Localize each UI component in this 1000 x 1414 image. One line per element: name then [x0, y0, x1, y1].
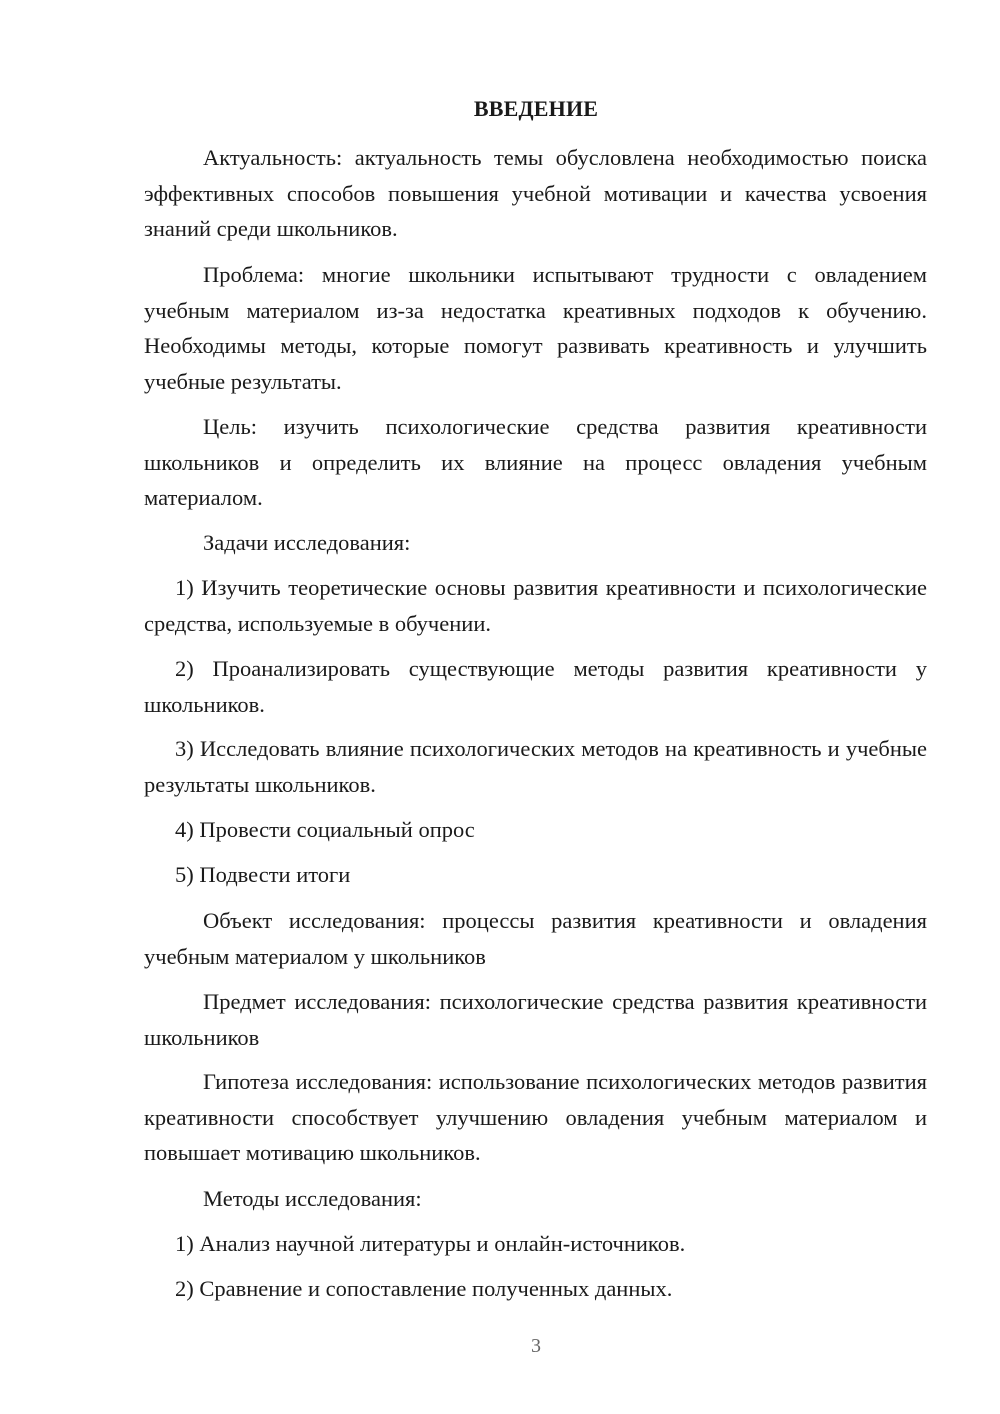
relevance-paragraph: Актуальность: актуальность темы обусловлена необходимостью поиска эффективных способов повышения учебной мотивации и качества усвоения знаний среди школьников.: [144, 145, 927, 241]
task-item-2: 2) Проанализировать существующие методы развития креативности у школьников.: [144, 656, 927, 717]
object-paragraph: Объект исследования: процессы развития креативности и овладения учебным материалом у школьников: [144, 908, 927, 969]
tasks-heading: Задачи исследования:: [203, 530, 411, 555]
subject-paragraph: Предмет исследования: психологические средства развития креативности школьников: [144, 989, 927, 1050]
task-item-4: 4) Провести социальный опрос: [175, 817, 475, 842]
page-title: ВВЕДЕНИЕ: [473, 96, 599, 121]
task-item-5: 5) Подвести итоги: [175, 862, 351, 887]
goal-paragraph: Цель: изучить психологические средства развития креативности школьников и определить их влияние на процесс овладения учебным материалом.: [144, 414, 927, 510]
task-item-1: 1) Изучить теоретические основы развития креативности и психологические средства, используемые в обучении.: [144, 575, 927, 636]
method-item-1: 1) Анализ научной литературы и онлайн-источников.: [175, 1231, 686, 1256]
task-item-3: 3) Исследовать влияние психологических методов на креативность и учебные результаты школьников.: [144, 736, 927, 797]
problem-paragraph: Проблема: многие школьники испытывают трудности с овладением учебным материалом из-за недостатка креативных подходов к обучению. Необходимы методы, которые помогут развивать креативность и улучшить учебные результаты.: [144, 262, 927, 394]
methods-heading: Методы исследования:: [203, 1186, 422, 1211]
method-item-2: 2) Сравнение и сопоставление полученных данных.: [175, 1276, 673, 1301]
page-number: 3: [531, 1335, 541, 1357]
hypothesis-paragraph: Гипотеза исследования: использование психологических методов развития креативности способствует улучшению овладения учебным материалом и повышает мотивацию школьников.: [144, 1069, 927, 1165]
